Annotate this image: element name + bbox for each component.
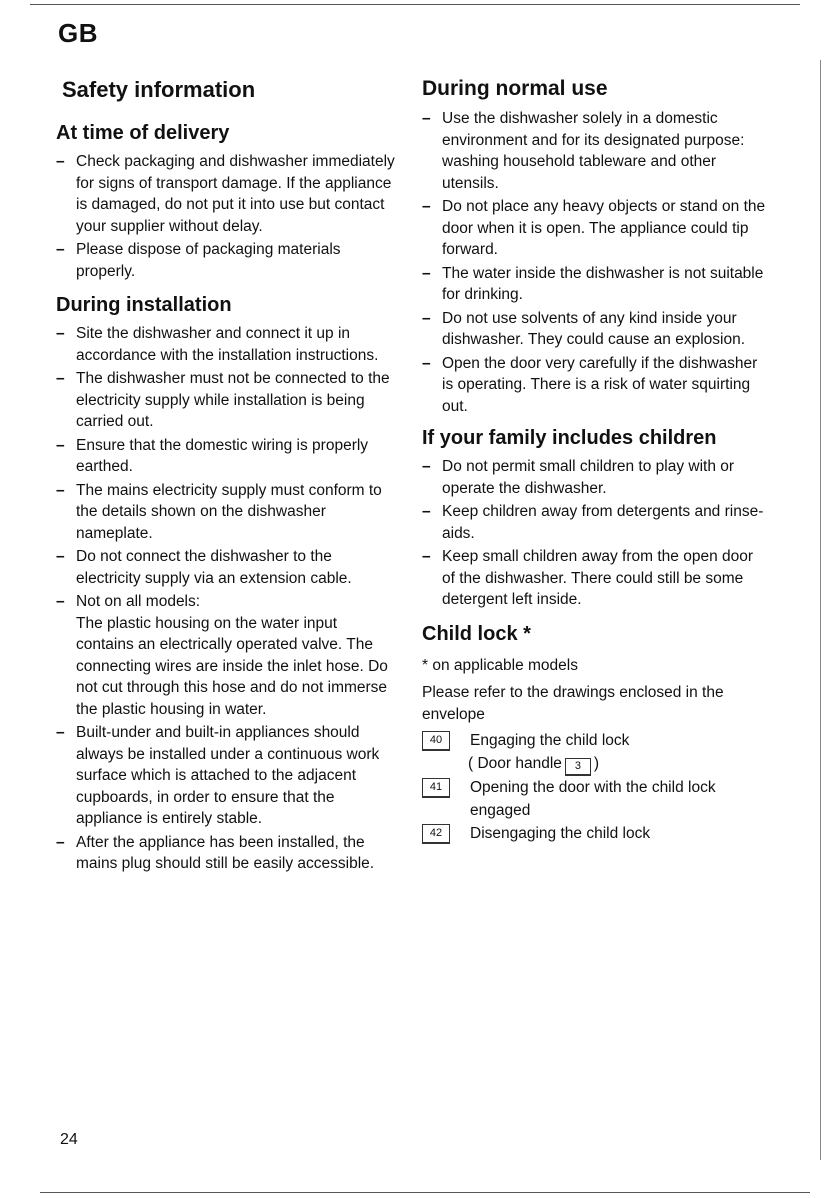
list-item: – Do not use solvents of any kind inside your dishwasher. They could cause an explosion.: [422, 308, 767, 351]
country-code: GB: [58, 18, 98, 48]
installation-heading: During installation: [56, 294, 232, 316]
list-item: – Keep small children away from the open door of the dishwasher. There could still be some detergent left inside.: [422, 546, 767, 611]
list-item: – The dishwasher must not be connected to the electricity supply while installation is being carried out.: [56, 368, 396, 433]
children-heading: If your family includes children: [422, 427, 717, 449]
list-item: – Open the door very carefully if the dishwasher is operating. There is a risk of water squirting out.: [422, 353, 767, 418]
list-item: – Use the dishwasher solely in a domestic environment and for its designated purpose: washing household tableware and other utensils.: [422, 108, 767, 194]
list-item: – Keep children away from detergents and rinse-aids.: [422, 501, 767, 544]
delivery-heading: At time of delivery: [56, 122, 230, 144]
list-item: – Do not place any heavy objects or stand on the door when it is open. The appliance could tip forward.: [422, 196, 767, 261]
door-handle-ref: [422, 752, 767, 776]
figure-42-text: Disengaging the child lock: [470, 825, 651, 842]
child-lock-intro: Please refer to the drawings enclosed in the envelope: [422, 684, 724, 723]
list-item: – Built-under and built-in appliances should always be installed under a continuous work surface which is attached to the adjacent cupboards, in order to ensure that the appliance is entirely stable.: [56, 722, 396, 830]
models-line1: – Not on all models:: [76, 593, 201, 610]
figure-40-text: Engaging the child lock: [470, 732, 630, 749]
list-item: – After the appliance has been installed, the mains plug should still be easily accessible.: [56, 832, 396, 875]
figure-41-row: [422, 776, 767, 822]
list-item: – Site the dishwasher and connect it up in accordance with the installation instructions.: [56, 323, 396, 366]
figure-41-text: Opening the door with the child lock engaged: [470, 779, 716, 819]
list-item: – Check packaging and dishwasher immediately for signs of transport damage. If the appliance is damaged, do not put it into use but contact your supplier without delay.: [56, 151, 396, 237]
top-rule: [30, 4, 800, 5]
right-edge-line: [820, 60, 821, 1160]
list-item: – The water inside the dishwasher is not suitable for drinking.: [422, 263, 767, 306]
list-item: – The mains electricity supply must conform to the details shown on the dishwasher nameplate.: [56, 480, 396, 545]
list-item: – Do not permit small children to play with or operate the dishwasher.: [422, 456, 767, 499]
figure-42-box: 42: [422, 824, 450, 844]
door-handle-suffix: ): [593, 755, 600, 772]
left-column: [56, 76, 396, 883]
list-item: – Ensure that the domestic wiring is properly earthed.: [56, 435, 396, 478]
figure-40-row: [422, 729, 767, 752]
normal-use-list: [422, 108, 767, 417]
page-number: 24: [60, 1131, 78, 1148]
figure-3-box: 3: [565, 758, 591, 776]
children-list: [422, 456, 767, 611]
child-lock-heading: Child lock *: [422, 622, 531, 645]
installation-list: [56, 323, 396, 875]
list-item-models: [56, 591, 396, 720]
bottom-rule: [40, 1192, 810, 1193]
delivery-list: [56, 151, 396, 282]
list-item: – Please dispose of packaging materials properly.: [56, 239, 396, 282]
list-item: – Do not connect the dishwasher to the electricity supply via an extension cable.: [56, 546, 396, 589]
figure-42-row: [422, 822, 767, 845]
models-line2: The plastic housing on the water input contains an electrically operated valve. The connecting wires are inside the inlet hose. Do not cut through this hose and do not immerse the plastic housing in water.: [76, 614, 388, 718]
door-handle-prefix: ( Door handle: [468, 755, 562, 772]
figure-40-box: 40: [422, 731, 450, 751]
right-column: [422, 76, 767, 845]
child-lock-note: * on applicable models: [422, 656, 578, 674]
safety-title: Safety information: [62, 77, 256, 102]
normal-use-heading: During normal use: [422, 77, 608, 100]
figure-41-box: 41: [422, 778, 450, 798]
